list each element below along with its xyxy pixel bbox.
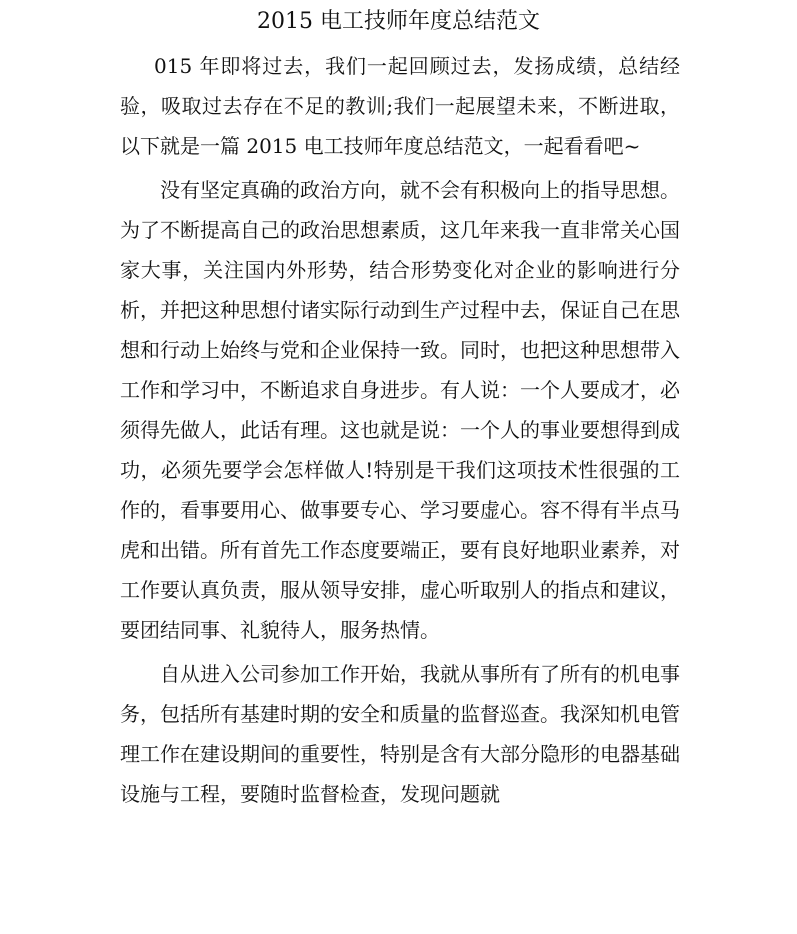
paragraph-work-experience: 自从进入公司参加工作开始，我就从事所有了所有的机电事务，包括所有基建时期的安全和质量的监督巡查。我深知机电管理工作在建设期间的重要性，特别是含有大部分隐形的电器基础设施与工程，要随时监督检查，发现问题就 bbox=[120, 662, 680, 806]
document-body bbox=[120, 46, 680, 814]
paragraph-intro: 015 年即将过去，我们一起回顾过去，发扬成绩，总结经验，吸取过去存在不足的教训;我们一起展望未来，不断进取，以下就是一篇 2015 电工技师年度总结范文，一起看看吧~ bbox=[120, 54, 680, 158]
document-title: 2015 电工技师年度总结范文 bbox=[257, 9, 540, 34]
paragraph-political-thought: 没有坚定真确的政治方向，就不会有积极向上的指导思想。为了不断提高自己的政治思想素质，这几年来我一直非常关心国家大事，关注国内外形势，结合形势变化对企业的影响进行分析，并把这种思想付诸实际行动到生产过程中去，保证自己在思想和行动上始终与党和企业保持一致。同时，也把这种思想带入工作和学习中，不断追求自身进步。有人说：一个人要成才，必须得先做人，此话有理。这也就是说：一个人的事业要想得到成功，必须先要学会怎样做人!特别是干我们这项技术性很强的工作的，看事要用心、做事要专心、学习要虚心。容不得有半点马虎和出错。所有首先工作态度要端正，要有良好地职业素养，对工作要认真负责，服从领导安排，虚心听取别人的指点和建议，要团结同事、礼貌待人，服务热情。 bbox=[120, 178, 680, 642]
